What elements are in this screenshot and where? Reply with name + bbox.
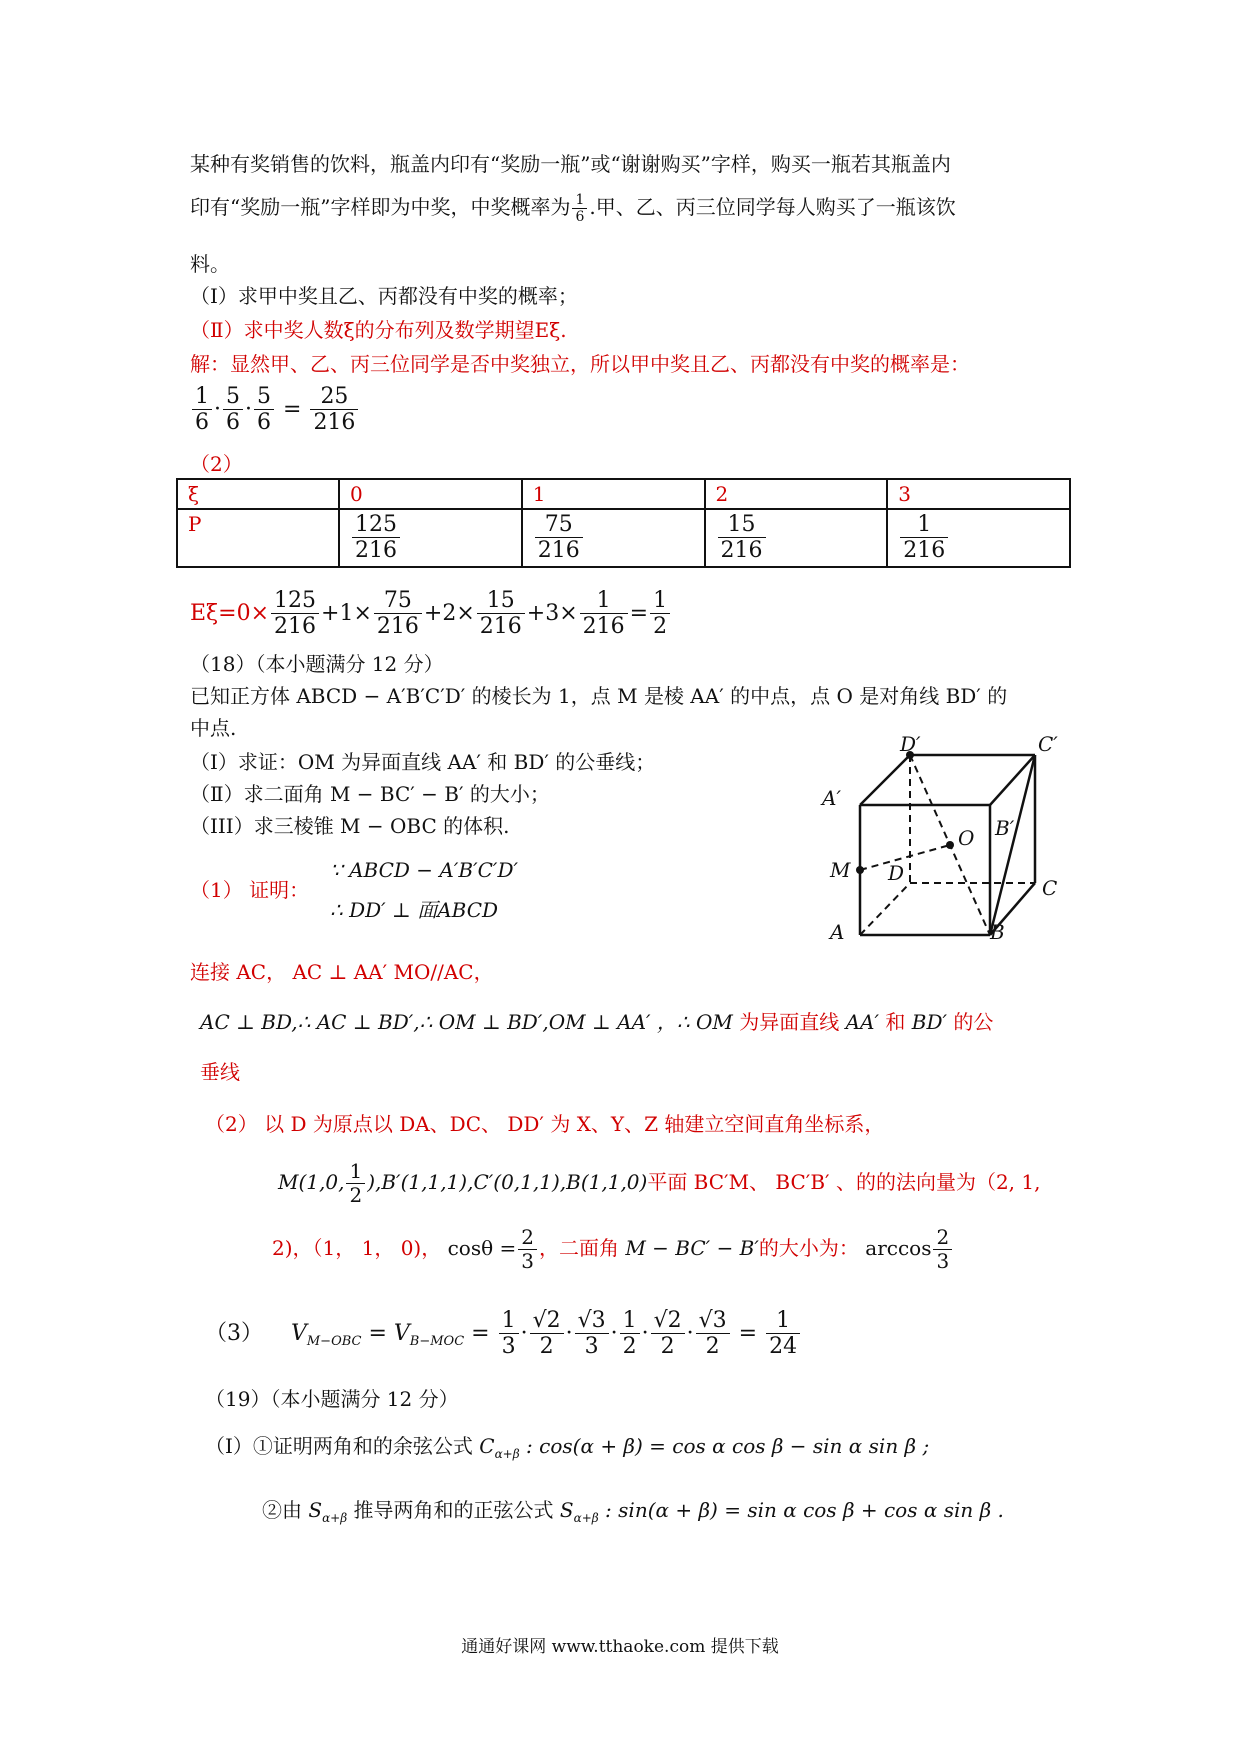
table-header-cell: ξ bbox=[177, 479, 339, 509]
p17-part2-label: （2） bbox=[190, 452, 243, 476]
p18-question-2: （Ⅱ）求二面角 M − BC′ − B′ 的大小； bbox=[190, 782, 550, 806]
table-header-cell: 3 bbox=[887, 479, 1070, 509]
table-header-cell: 2 bbox=[705, 479, 888, 509]
p18-connect-line: 连接 AC， AC ⊥ AA′ MO//AC， bbox=[190, 960, 494, 984]
label-D: D bbox=[888, 861, 905, 885]
p18-conclusion-line2: 垂线 bbox=[200, 1060, 240, 1084]
p17-stem-line2b: .甲、乙、丙三位同学每人购买了一瓶该饮 bbox=[589, 195, 956, 220]
p19-question-2: ②由 $S_{\alpha+\beta}$ 推导两角和的正弦公式 $S_{\alpha+\beta}$ : sin(α + β) = sin α cos β + cos α sin β . bbox=[262, 1498, 1004, 1525]
label-A: A bbox=[830, 920, 845, 944]
p18-stem-2: 中点. bbox=[190, 716, 237, 740]
label-O: O bbox=[958, 826, 975, 850]
label-M: M bbox=[830, 858, 851, 882]
p18-question-3: （III）求三棱锥 M − OBC 的体积. bbox=[190, 814, 510, 838]
page-footer: 通通好课网 www.tthaoke.com 提供下载 bbox=[461, 1637, 779, 1657]
cube-figure bbox=[820, 735, 1080, 945]
p17-solution-intro: 解：显然甲、乙、丙三位同学是否中奖独立，所以甲中奖且乙、丙都没有中奖的概率是： bbox=[190, 352, 970, 376]
distribution-table bbox=[176, 478, 1071, 568]
table-row bbox=[177, 509, 1070, 567]
table-header-row bbox=[177, 479, 1070, 509]
table-header-cell: 1 bbox=[522, 479, 705, 509]
label-B-prime: B′ bbox=[995, 816, 1015, 840]
p19-heading: （19）（本小题满分 12 分） bbox=[205, 1387, 459, 1411]
label-C: C bbox=[1042, 876, 1058, 900]
p17-question-1: （Ⅰ）求甲中奖且乙、丙都没有中奖的概率； bbox=[190, 284, 578, 308]
table-cell: $\frac{15}{216}$ bbox=[705, 509, 888, 567]
p18-question-1: （Ⅰ）求证：OM 为异面直线 AA′ 和 BD′ 的公垂线； bbox=[190, 750, 656, 774]
p17-stem-line3: 料。 bbox=[190, 252, 230, 276]
table-cell: $\frac{125}{216}$ bbox=[339, 509, 522, 567]
p17-question-2: （Ⅱ）求中奖人数ξ的分布列及数学期望Eξ. bbox=[190, 318, 567, 342]
label-B: B bbox=[990, 920, 1005, 944]
p18-proof-label: （1） 证明： bbox=[190, 878, 310, 902]
table-cell: $\frac{75}{216}$ bbox=[522, 509, 705, 567]
p18-part3-line: （3） $V_{M-OBC} = V_{B-MOC}$ = $\frac{1}{3}$ · $\frac{√2}{2}$ · $\frac{√3}{3}$ · $\frac{1}{2}$ · $\frac{√2}{2}$ · $\frac{√3}{2}$ = $\frac{1}{24}$ bbox=[205, 1308, 802, 1360]
p18-proof-line2: ∴ DD′ ⊥ 面ABCD bbox=[330, 898, 499, 922]
p18-part2-line1: （2） 以 D 为原点以 DA、DC、 DD′ 为 X、Y、Z 轴建立空间直角坐标系， bbox=[205, 1112, 885, 1136]
label-A-prime: A′ bbox=[822, 786, 841, 810]
p17-prob-fraction: $\frac{1}{6}$ bbox=[572, 192, 587, 225]
label-D-prime: D′ bbox=[900, 735, 921, 756]
p18-heading: （18）（本小题满分 12 分） bbox=[190, 652, 444, 676]
p19-question-1: （Ⅰ）①证明两角和的余弦公式 $C_{\alpha+\beta}$ : cos(α + β) = cos α cos β − sin α sin β ; bbox=[205, 1434, 930, 1461]
p18-stem-1: 已知正方体 ABCD − A′B′C′D′ 的棱长为 1，点 M 是棱 AA′ 的中点，点 O 是对角线 BD′ 的 bbox=[190, 684, 1008, 708]
p18-part2-line3: 2)，（1， 1， 0)， cosθ = $\frac{2}{3}$ ，二面角 M − BC′ − B′的大小为： arccos $\frac{2}{3}$ bbox=[272, 1226, 954, 1273]
label-C-prime: C′ bbox=[1038, 735, 1058, 756]
p17-expectation: Eξ=0× $\frac{125}{216}$ +1× $\frac{75}{216}$ +2× $\frac{15}{216}$ +3× $\frac{1}{216}$ = $\frac{1}{2}$ bbox=[190, 588, 672, 640]
table-row-label: P bbox=[177, 509, 339, 567]
table-cell: $\frac{1}{216}$ bbox=[887, 509, 1070, 567]
p18-part2-line2: M(1,0, $\frac{1}{2}$ ),B′(1,1,1),C′(0,1,1),B(1,1,0)平面 BC′M、 BC′B′ 、的的法向量为（2, 1, bbox=[278, 1159, 1041, 1207]
p17-stem-line1: 某种有奖销售的饮料，瓶盖内印有“奖励一瓶”或“谢谢购买”字样，购买一瓶若其瓶盖内 bbox=[190, 152, 951, 176]
p17-stem-line2 bbox=[190, 192, 956, 225]
p18-proof-line1: ∵ ABCD − A′B′C′D′ bbox=[330, 858, 519, 882]
table-header-cell: 0 bbox=[339, 479, 522, 509]
p17-stem-line2a: 印有“奖励一瓶”字样即为中奖，中奖概率为 bbox=[190, 195, 571, 220]
p17-probability-calc: $\frac{1}{6}$ · $\frac{5}{6}$ · $\frac{5}{6}$ = $\frac{25}{216}$ bbox=[190, 384, 360, 436]
p18-conclusion-line: AC ⊥ BD,∴ AC ⊥ BD′,∴ OM ⊥ BD′,OM ⊥ AA′ ，∴ OM 为异面直线 AA′ 和 BD′ 的公 bbox=[200, 1010, 994, 1034]
